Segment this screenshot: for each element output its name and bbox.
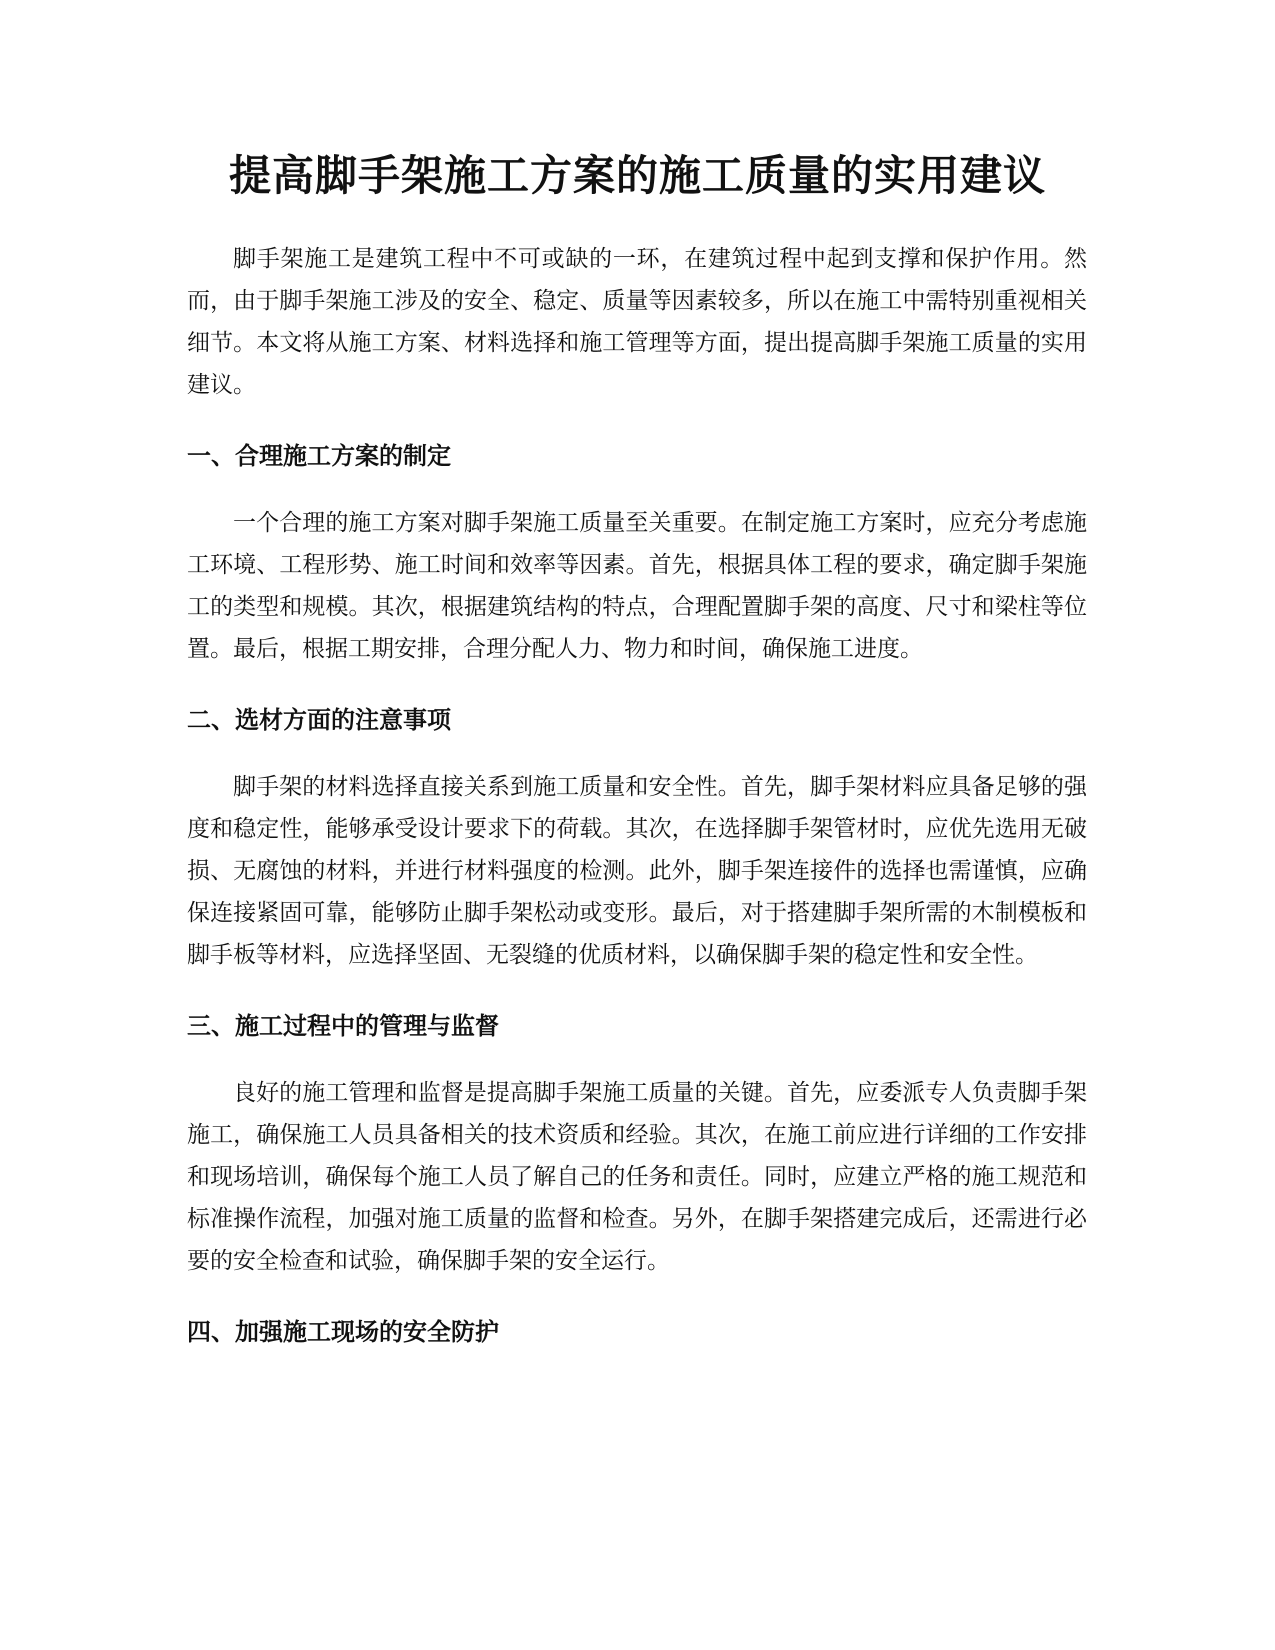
section-heading-1: 一、合理施工方案的制定	[187, 442, 451, 470]
section-paragraph-1: 一个合理的施工方案对脚手架施工质量至关重要。在制定施工方案时，应充分考虑施工环境、工程形势、施工时间和效率等因素。首先，根据具体工程的要求，确定脚手架施工的类型和规模。其次，根据建筑结构的特点，合理配置脚手架的高度、尺寸和梁柱等位置。最后，根据工期安排，合理分配人力、物力和时间，确保施工进度。	[187, 510, 1087, 662]
section-paragraph-3: 良好的施工管理和监督是提高脚手架施工质量的关键。首先，应委派专人负责脚手架施工，确保施工人员具备相关的技术资质和经验。其次，在施工前应进行详细的工作安排和现场培训，确保每个施工人员了解自己的任务和责任。同时，应建立严格的施工规范和标准操作流程，加强对施工质量的监督和检查。另外，在脚手架搭建完成后，还需进行必要的安全检查和试验，确保脚手架的安全运行。	[187, 1080, 1087, 1274]
section-heading-3: 三、施工过程中的管理与监督	[187, 1012, 499, 1040]
document-body	[187, 238, 1087, 1349]
section-heading-2: 二、选材方面的注意事项	[187, 706, 451, 734]
section-paragraph-2: 脚手架的材料选择直接关系到施工质量和安全性。首先，脚手架材料应具备足够的强度和稳定性，能够承受设计要求下的荷载。其次，在选择脚手架管材时，应优先选用无破损、无腐蚀的材料，并进行材料强度的检测。此外，脚手架连接件的选择也需谨慎，应确保连接紧固可靠，能够防止脚手架松动或变形。最后，对于搭建脚手架所需的木制模板和脚手板等材料，应选择坚固、无裂缝的优质材料，以确保脚手架的稳定性和安全性。	[187, 774, 1087, 968]
document-title: 提高脚手架施工方案的施工质量的实用建议	[228, 151, 1046, 200]
intro-paragraph: 脚手架施工是建筑工程中不可或缺的一环，在建筑过程中起到支撑和保护作用。然而，由于脚手架施工涉及的安全、稳定、质量等因素较多，所以在施工中需特别重视相关细节。本文将从施工方案、材料选择和施工管理等方面，提出提高脚手架施工质量的实用建议。	[187, 246, 1087, 398]
section-heading-4: 四、加强施工现场的安全防护	[187, 1318, 499, 1346]
